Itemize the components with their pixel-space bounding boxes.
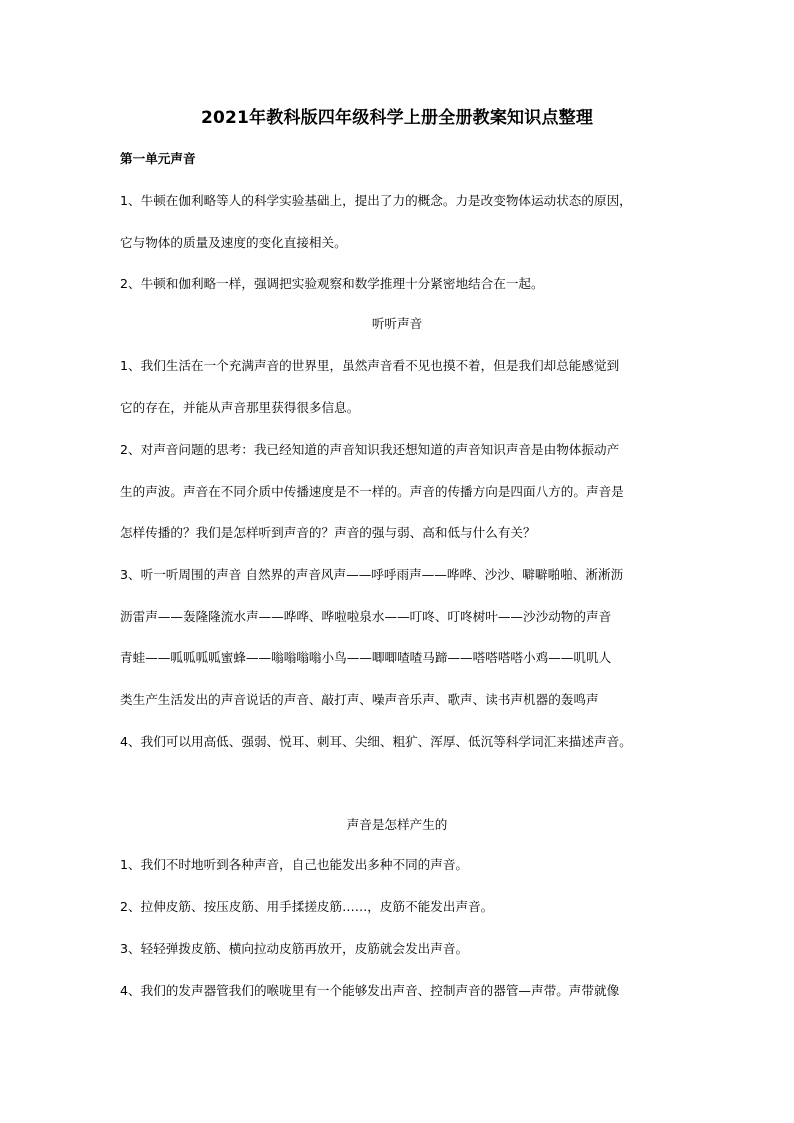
paragraph-line: 它的存在，并能从声音那里获得很多信息。 — [120, 400, 360, 415]
paragraph-line: 生的声波。声音在不同介质中传播速度是不一样的。声音的传播方向是四面八方的。声音是 — [120, 484, 624, 499]
paragraph-line: 1、牛顿在伽利略等人的科学实验基础上，提出了力的概念。力是改变物体运动状态的原因， — [120, 193, 632, 208]
paragraph-line: 沥雷声——轰隆隆流水声——哗哗、哗啦啦泉水——叮咚、叮咚树叶——沙沙动物的声音 — [120, 609, 612, 624]
paragraph-line: 2、对声音问题的思考：我已经知道的声音知识我还想知道的声音知识声音是由物体振动产 — [120, 442, 620, 457]
paragraph-line: 类生产生活发出的声音说话的声音、敲打声、噪声音乐声、歌声、读书声机器的轰鸣声 — [120, 692, 599, 707]
paragraph-line: 1、我们生活在一个充满声音的世界里，虽然声音看不见也摸不着，但是我们却总能感觉到 — [120, 358, 620, 373]
section-heading: 听听声音 — [371, 316, 423, 331]
paragraph-line: 怎样传播的？我们是怎样听到声音的？声音的强与弱、高和低与什么有关？ — [120, 525, 536, 540]
paragraph-line: 3、听一听周围的声音 自然界的声音风声——呼呼雨声——哗哗、沙沙、噼噼啪啪、淅淅沥 — [120, 567, 624, 582]
unit-heading: 第一单元声音 — [120, 151, 196, 166]
paragraph-line: 它与物体的质量及速度的变化直接相关。 — [120, 235, 347, 250]
paragraph-line: 1、我们不时地听到各种声音，自己也能发出多种不同的声音。 — [120, 857, 469, 872]
section-heading: 声音是怎样产生的 — [346, 817, 448, 832]
paragraph-line: 3、轻轻弹拨皮筋、横向拉动皮筋再放开，皮筋就会发出声音。 — [120, 941, 469, 956]
paragraph-line: 2、牛顿和伽利略一样，强调把实验观察和数学推理十分紧密地结合在一起。 — [120, 276, 544, 291]
paragraph-line: 2、拉伸皮筋、按压皮筋、用手揉搓皮筋……，皮筋不能发出声音。 — [120, 899, 494, 914]
paragraph-line: 4、我们可以用高低、强弱、悦耳、刺耳、尖细、粗犷、浑厚、低沉等科学词汇来描述声音。 — [120, 734, 632, 749]
paragraph-line: 4、我们的发声器管我们的喉咙里有一个能够发出声音、控制声音的器管—声带。声带就像 — [120, 983, 620, 998]
document-title: 2021年教科版四年级科学上册全册教案知识点整理 — [200, 108, 594, 128]
paragraph-line: 青蛙——呱呱呱呱蜜蜂——嗡嗡嗡嗡小鸟——唧唧喳喳马蹄——嗒嗒嗒嗒小鸡——叽叽人 — [120, 650, 612, 665]
